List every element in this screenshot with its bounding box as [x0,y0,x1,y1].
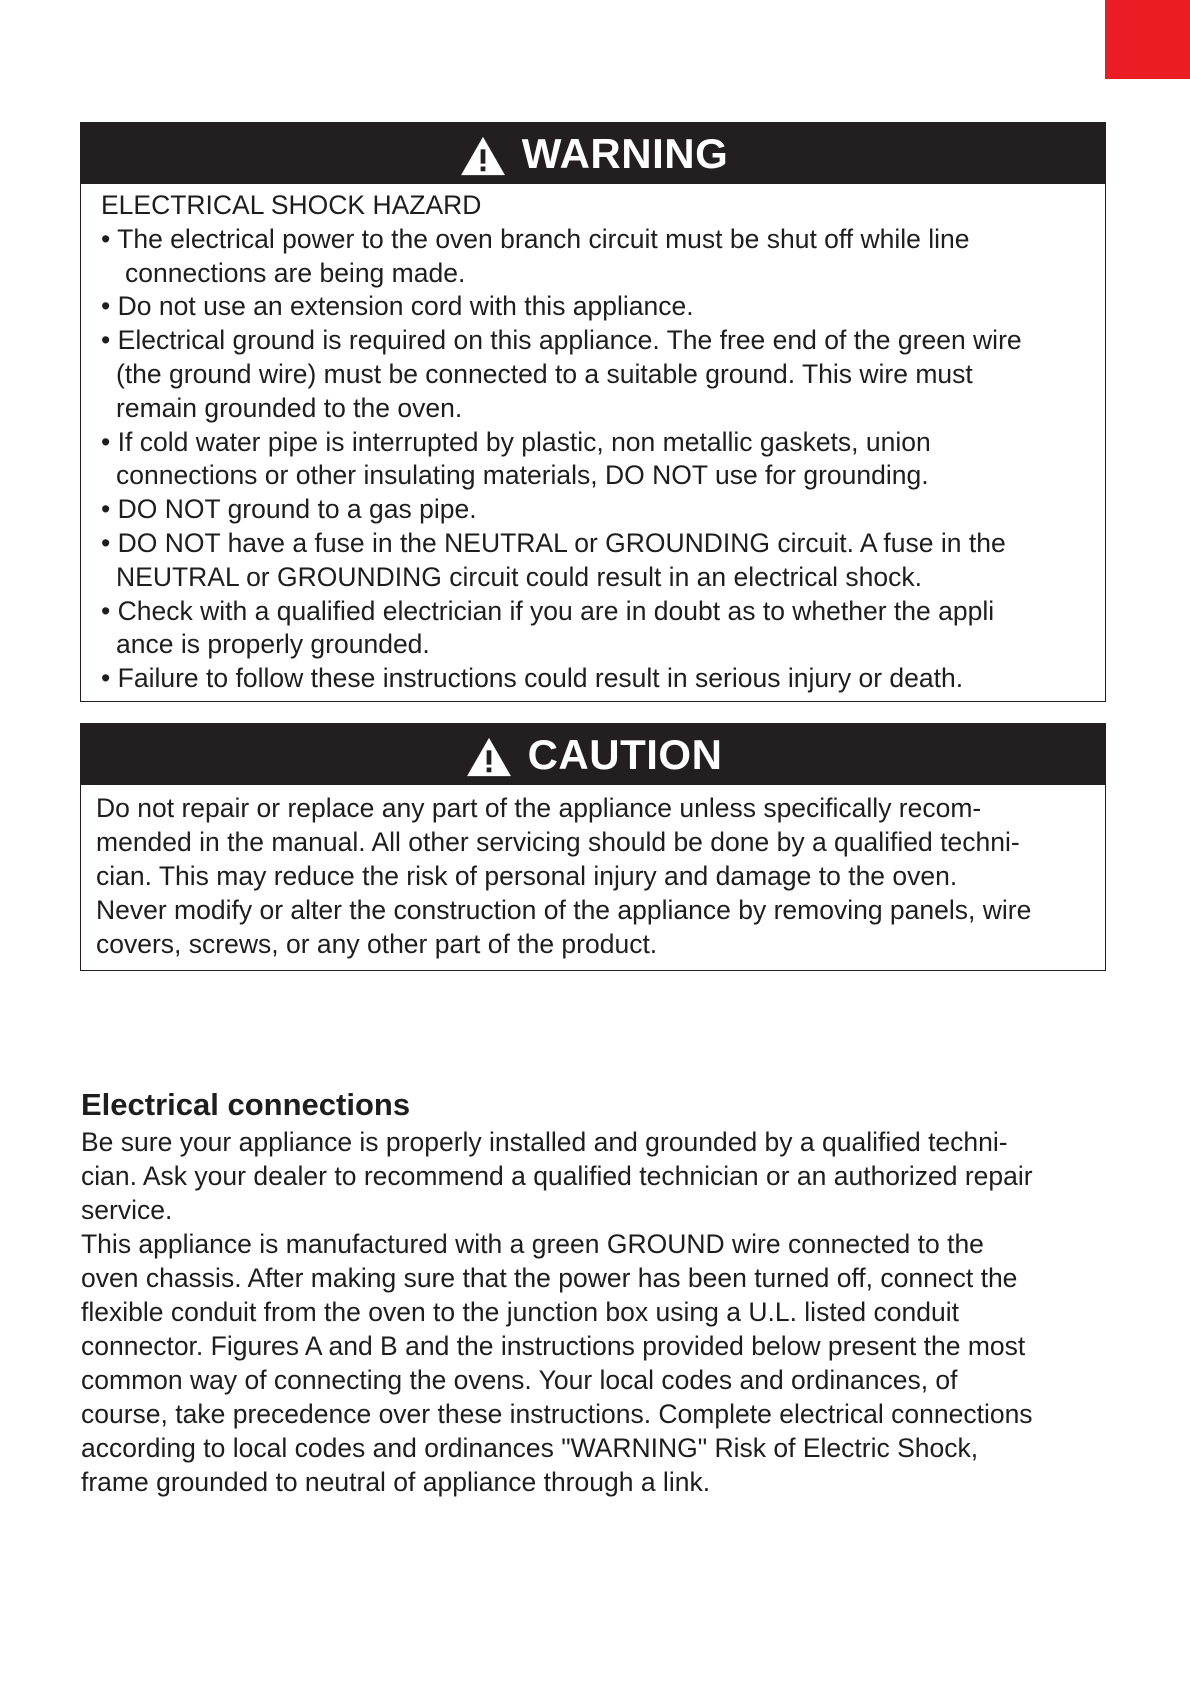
caution-header [81,724,1105,785]
warning-title: WARNING [521,129,729,177]
paragraph-line: flexible conduit from the oven to the junction box using a U.L. listed conduit [81,1297,959,1327]
caution-title: CAUTION [527,730,723,778]
warning-line: connections are being made. [125,257,466,288]
warning-triangle-icon [458,135,508,177]
caution-line: Do not repair or replace any part of the appliance unless specifically recom- [96,793,982,823]
warning-line: connections or other insulating materials, DO NOT use for grounding. [116,460,929,491]
paragraph-line: cian. Ask your dealer to recommend a qualified technician or an authorized repair [81,1161,1033,1191]
warning-line: • Check with a qualified electrician if you are in doubt as to whether the appli [101,595,995,626]
paragraph-line: service. [81,1195,173,1225]
paragraph-line: common way of connecting the ovens. Your local codes and ordinances, of [81,1365,958,1395]
warning-line: • Failure to follow these instructions could result in serious injury or death. [101,663,964,694]
warning-line: remain grounded to the oven. [116,392,463,423]
warning-triangle-icon [464,736,514,778]
paragraph-line: course, take precedence over these instructions. Complete electrical connections [81,1399,1033,1429]
caution-box [80,723,1106,971]
warning-line: NEUTRAL or GROUNDING circuit could result in an electrical shock. [116,561,923,592]
warning-line: • If cold water pipe is interrupted by plastic, non metallic gaskets, union [101,426,931,457]
warning-body [81,184,1105,696]
caution-body [81,785,1105,961]
section-body [81,1125,1111,1499]
caution-line: cian. This may reduce the risk of personal injury and damage to the oven. [96,861,958,891]
section-heading: Electrical connections [81,1087,411,1122]
warning-line: (the ground wire) must be connected to a suitable ground. This wire must [116,358,973,389]
warning-subtitle: ELECTRICAL SHOCK HAZARD [101,190,482,220]
warning-header [81,123,1105,184]
warning-line: • Electrical ground is required on this appliance. The free end of the green wire [101,325,1022,356]
paragraph-line: connector. Figures A and B and the instructions provided below present the most [81,1331,1026,1361]
warning-line: • DO NOT have a fuse in the NEUTRAL or GROUNDING circuit. A fuse in the [101,527,1006,558]
warning-box [80,122,1106,702]
warning-line: • The electrical power to the oven branch circuit must be shut off while line [101,223,970,254]
paragraph-line: according to local codes and ordinances "WARNING" Risk of Electric Shock, [81,1433,979,1463]
electrical-connections-section [81,1085,1111,1499]
red-page-tab [1105,0,1190,79]
paragraph-line: This appliance is manufactured with a green GROUND wire connected to the [81,1229,984,1259]
caution-line: Never modify or alter the construction of the appliance by removing panels, wire [96,895,1032,925]
paragraph-line: frame grounded to neutral of appliance through a link. [81,1467,711,1497]
warning-line: • DO NOT ground to a gas pipe. [101,494,477,525]
paragraph-line: Be sure your appliance is properly installed and grounded by a qualified techni- [81,1127,1008,1157]
warning-line: ance is properly grounded. [116,629,430,660]
caution-line: mended in the manual. All other servicing should be done by a qualified techni- [96,827,1020,857]
warning-line: • Do not use an extension cord with this appliance. [101,291,694,322]
caution-line: covers, screws, or any other part of the product. [96,929,658,959]
paragraph-line: oven chassis. After making sure that the power has been turned off, connect the [81,1263,1018,1293]
